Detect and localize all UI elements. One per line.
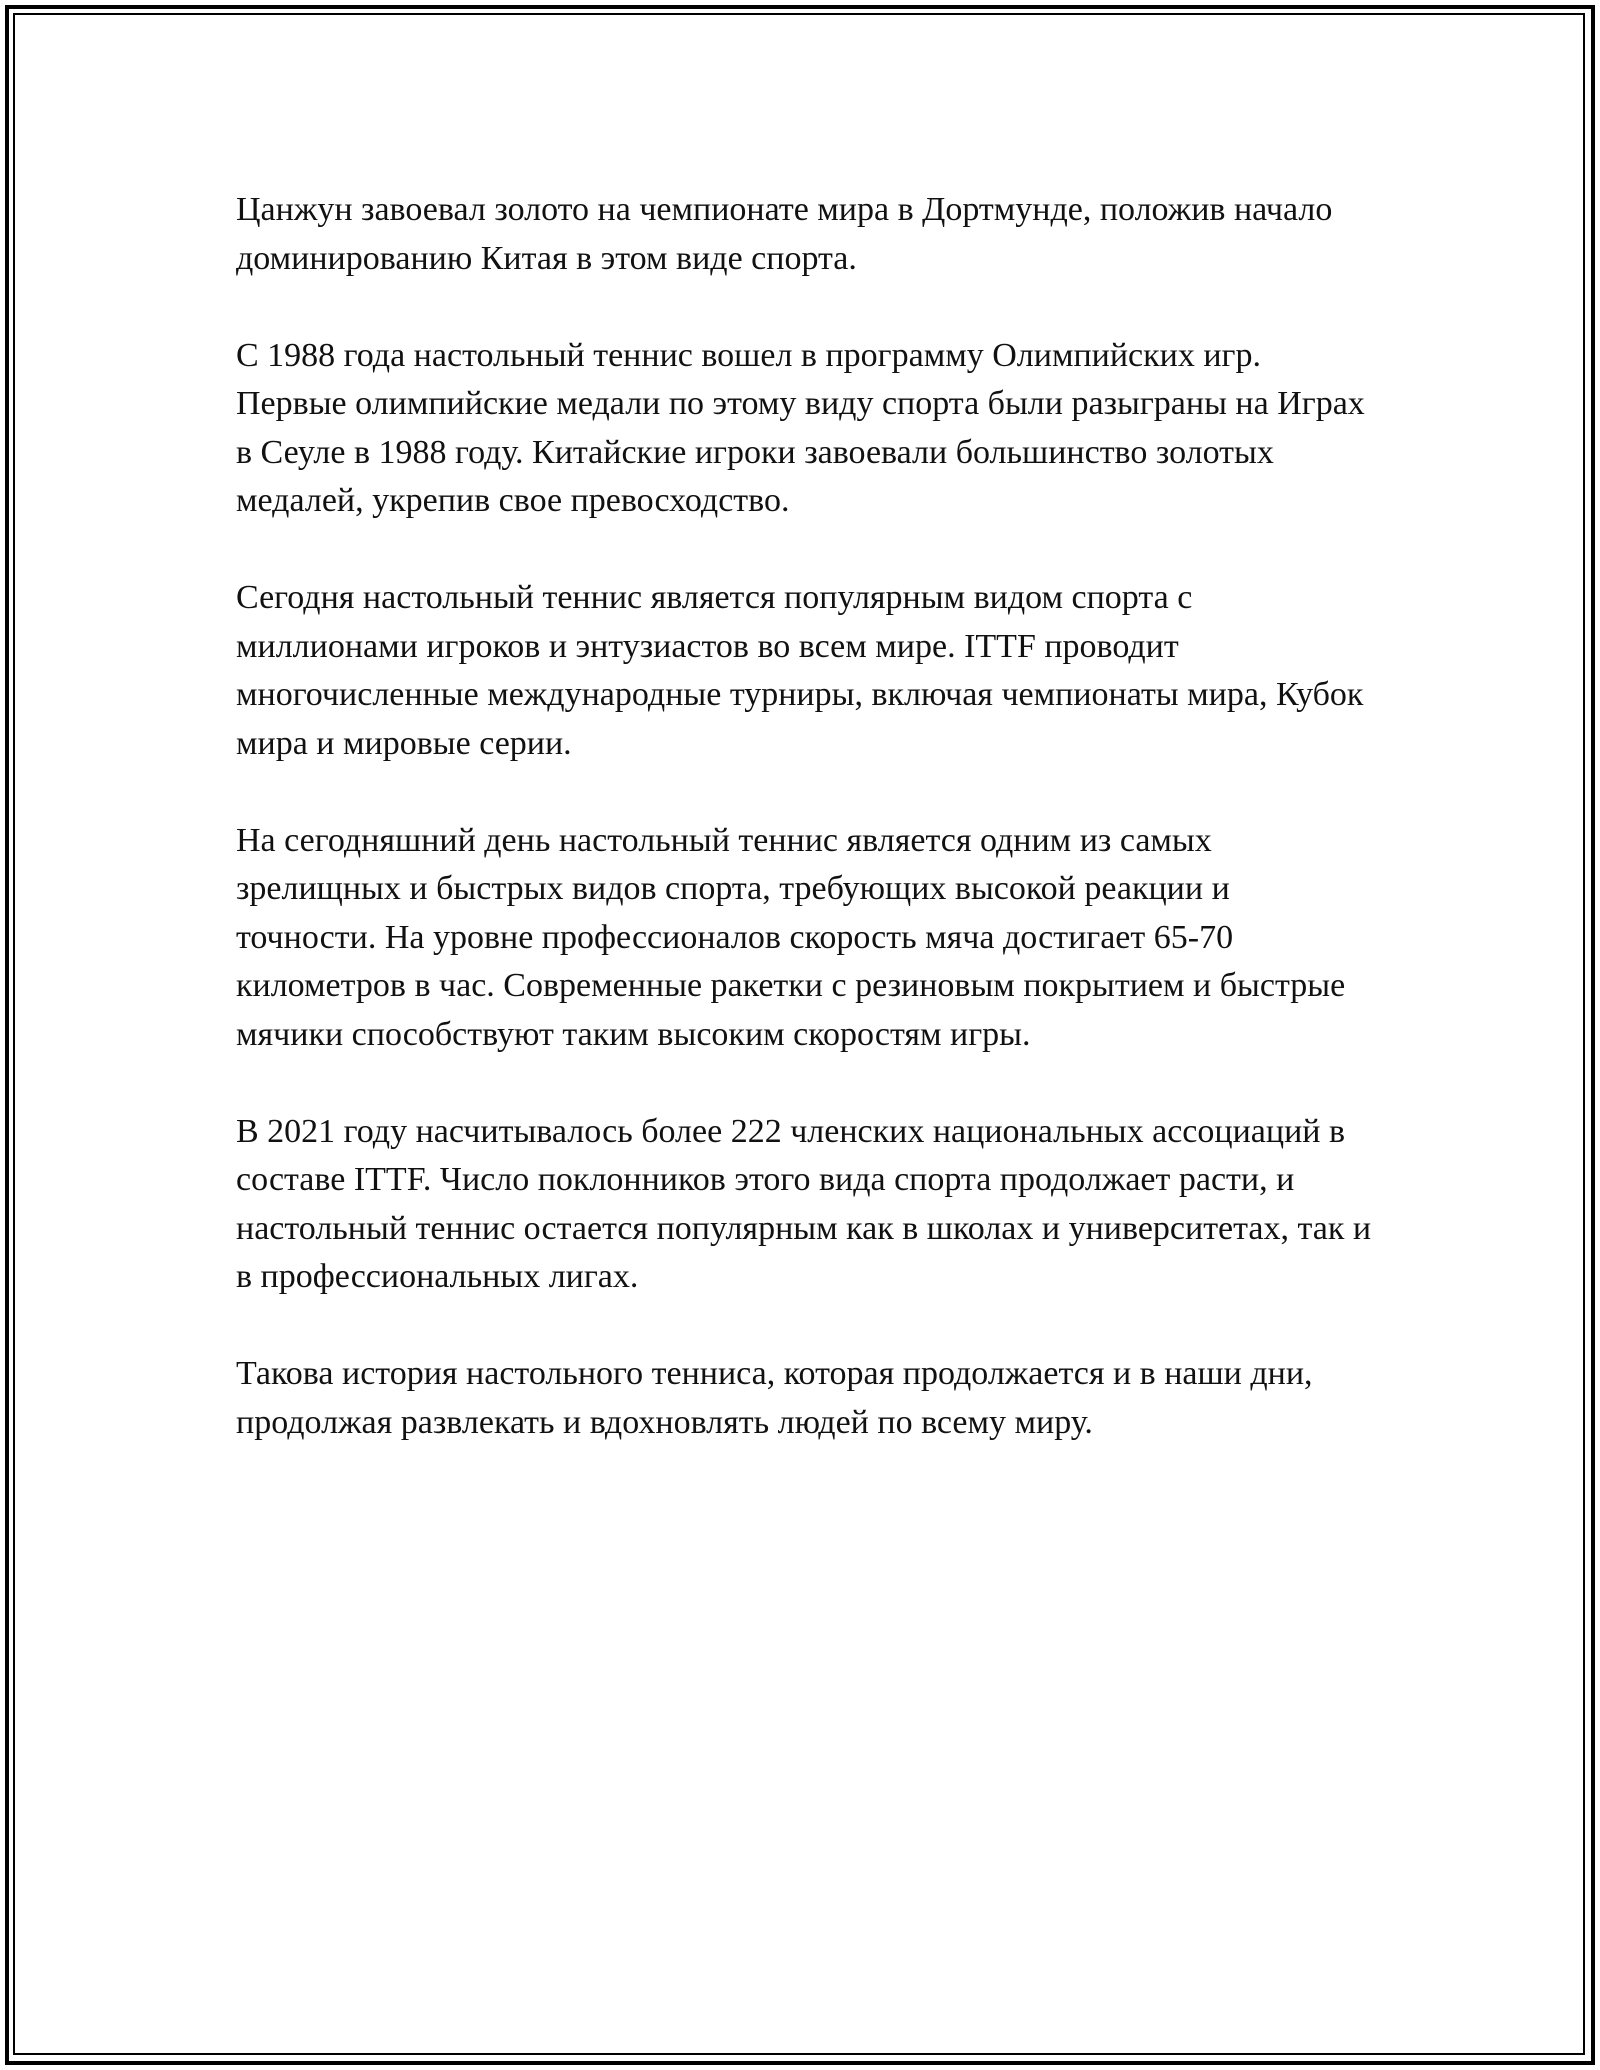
paragraph: Такова история настольного тенниса, которая продолжается и в наши дни, продолжая развлекать и вдохновлять людей по всему миру. <box>236 1355 1313 1441</box>
paragraph: С 1988 года настольный теннис вошел в программу Олимпийских игр. Первые олимпийские медали по этому виду спорта были разыграны на Играх в Сеуле в 1988 году. Китайские игроки завоевали большинство золотых медалей, укрепив свое превосходство. <box>236 336 1365 519</box>
paragraph: Цанжун завоевал золото на чемпионате мира в Дортмунде, положив начало доминированию Китая в этом виде спорта. <box>236 191 1333 277</box>
paragraph: В 2021 году насчитывалось более 222 членских национальных ассоциаций в составе ITTF. Число поклонников этого вида спорта продолжает расти, и настольный теннис остается популярным как в школах и университетах, так и в профессиональных лигах. <box>236 1112 1372 1295</box>
paragraph: Сегодня настольный теннис является популярным видом спорта с миллионами игроков и энтузиастов во всем мире. ITTF проводит многочисленные международные турниры, включая чемпионаты мира, Кубок мира и мировые серии. <box>236 579 1364 762</box>
paragraph: На сегодняшний день настольный теннис является одним из самых зрелищных и быстрых видов спорта, требующих высокой реакции и точности. На уровне профессионалов скорость мяча достигает 65-70 километров в час. Современные ракетки с резиновым покрытием и быстрые мячики способствуют таким высоким скоростям игры. <box>236 821 1346 1053</box>
document-body <box>236 186 1376 1447</box>
